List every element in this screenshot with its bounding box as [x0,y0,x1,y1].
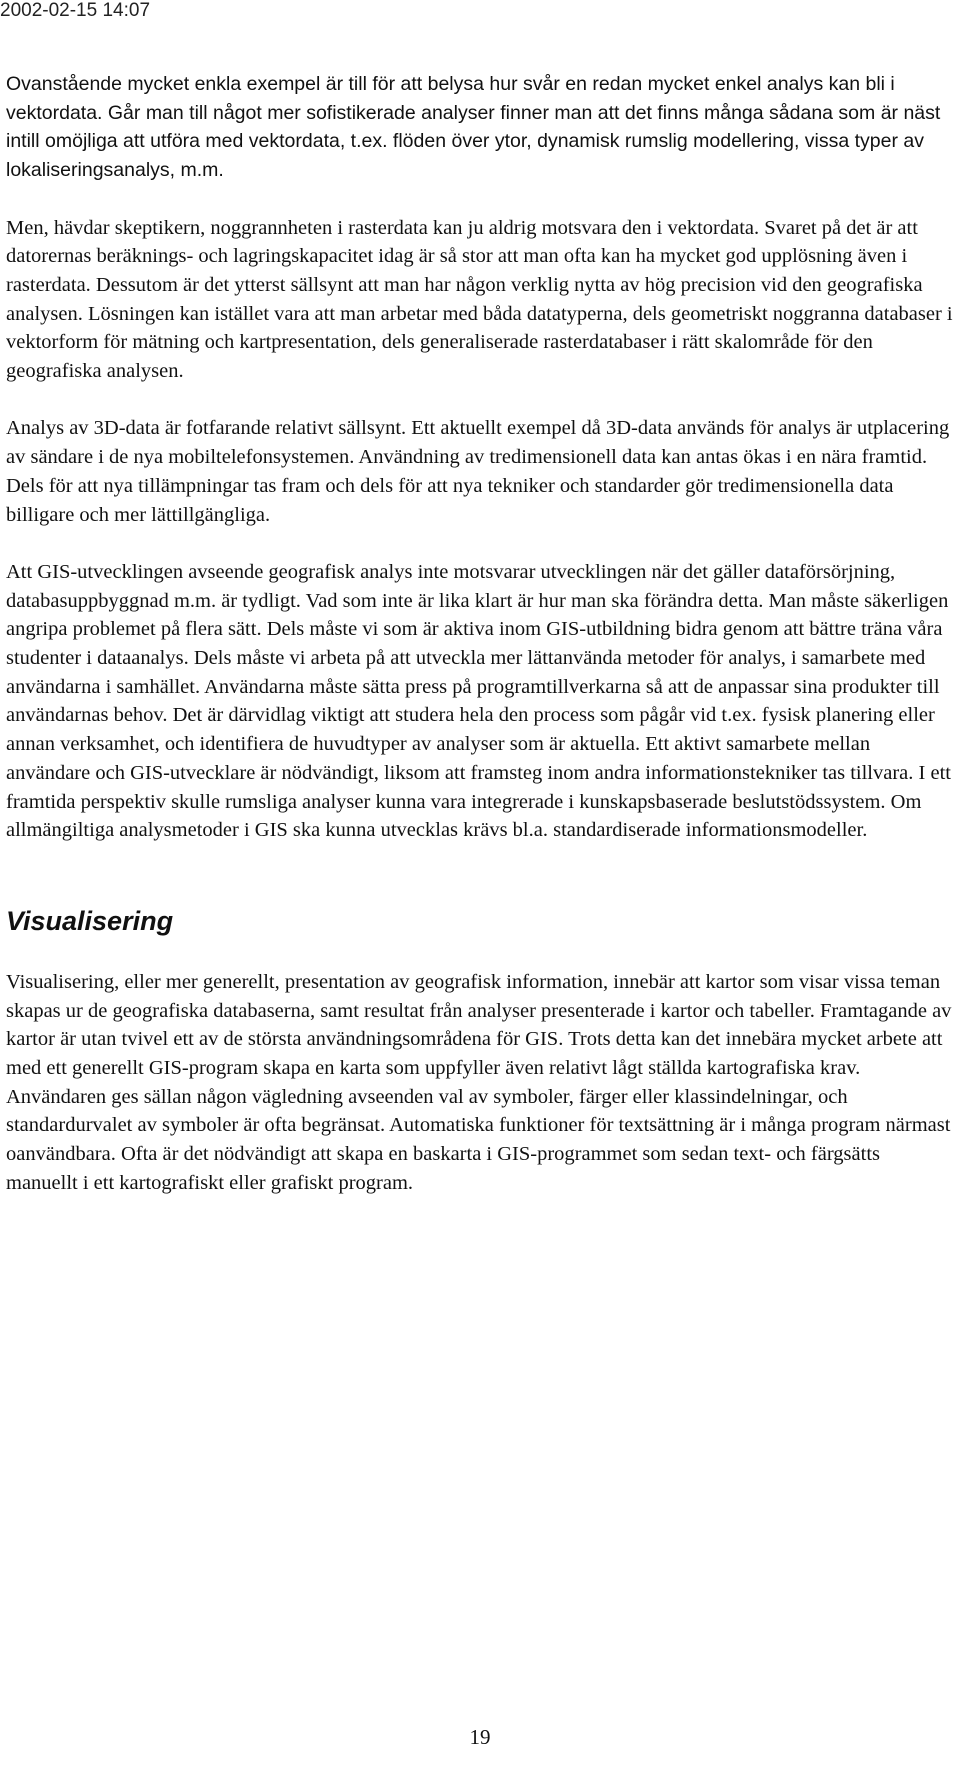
paragraph-gis-development: Att GIS-utvecklingen avseende geografisk analys inte motsvarar utvecklingen när det gäller dataförsörjning, databasuppbyggnad m.m. är tydligt. Vad som inte är lika klart är hur man ska förändra detta. Man måste säkerligen angripa problemet på flera sätt. Dels måste vi som är aktiva inom GIS-utbildning bidra genom att bättre träna våra studenter i dataanalys. Dels måste vi arbeta på att utveckla mer lättanvända metoder för analys, i samarbete med användarna i samhället. Användarna måste sätta press på programtillverkarna så att de anpassar sina produkter till användarnas behov. Det är därvidlag viktigt att studera hela den process som pågår vid t.ex. fysisk planering eller annan verksamhet, och identifiera de huvudtyper av analyser som är aktuella. Ett aktivt samarbete mellan användare och GIS-utvecklare är nödvändigt, liksom att framsteg inom andra informationstekniker tas tillvara. I ett framtida perspektiv skulle rumsliga analyser kunna vara integrerade i kunskapsbaserade beslutstödssystem. Om allmängiltiga analysmetoder i GIS ska kunna utvecklas krävs bl.a. standardiserade informationsmodeller. [6,560,951,842]
paragraph-3d-data: Analys av 3D-data är fotfarande relativt sällsynt. Ett aktuellt exempel då 3D-data används för analys är utplacering av sändare i de nya mobiltelefonsystemen. Användning av tredimensionell data kan antas ökas i en nära framtid. Dels för att nya tillämpningar tas fram och dels för att nya tekniker och standarder gör tredimensionella data billigare och mer lättillgängliga. [6,417,950,526]
paragraph-raster-precision: Men, hävdar skeptikern, noggrannheten i rasterdata kan ju aldrig motsvara den i vektordata. Svaret på det är att datorernas beräknings- och lagringskapacitet idag är så stor att man ofta kan ha mycket god upplösning även i rasterdata. Dessutom är det ytterst sällsynt att man har någon verklig nytta av hög precision vid den geografiska analysen. Lösningen kan istället vara att man arbetar med båda datatyperna, dels geometriskt noggranna databaser i vektorform för mätning och kartpresentation, dels generaliserade rasterdatabaser i rätt skalområde för den geografiska analysen. [6,216,953,383]
page-number: 19 [469,1725,491,1749]
section-heading-visualisering: Visualisering [6,905,174,936]
paragraph-visualisering: Visualisering, eller mer generellt, presentation av geografisk information, innebär att kartor som visar vissa teman skapas ur de geografiska databaserna, samt resultat från analyser presenterade i kartor och tabeller. Framtagande av kartor är utan tvivel ett av de största användningsområdena för GIS. Trots detta kan det innebära mycket arbete att med ett generellt GIS-program skapa en karta som uppfyller även relativt lågt ställda kartografiska krav. Användaren ges sällan någon vägledning avseenden val av symboler, färger eller klassindelningar, och standardurvalet av symboler är ofta begränsat. Automatiska funktioner för textsättning är i många program närmast oanvändbara. Ofta är det nödvändigt att skapa en baskarta i GIS-programmet som sedan text- och färgsätts manuellt i ett kartografiskt eller grafiskt program. [6,970,952,1194]
paragraph-vector-analysis: Ovanstående mycket enkla exempel är till för att belysa hur svår en redan mycket enkel analys kan bli i vektordata. Går man till något mer sofistikerade analyser finner man att det finns många sådana som är näst intill omöjliga att utföra med vektordata, t.ex. flöden över ytor, dynamisk rumslig modellering, vissa typer av lokaliseringsanalys, m.m. [6,73,941,182]
print-timestamp: 2002-02-15 14:07 [0,0,151,21]
document-body [6,70,956,1226]
